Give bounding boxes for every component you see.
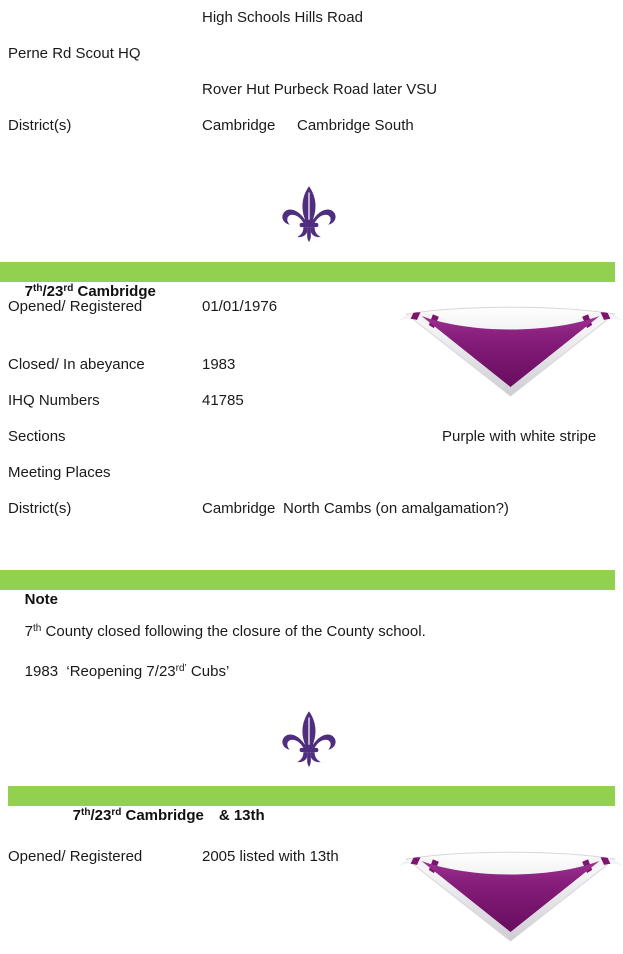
opened-label: Opened/ Registered [8, 848, 143, 865]
ihq-numbers-label: IHQ Numbers [8, 392, 100, 409]
district-value: Cambridge [202, 117, 276, 134]
opened-label: Opened/ Registered [8, 298, 143, 315]
header-text: /23 [42, 283, 64, 300]
district-value: North Cambs (on amalgamation?) [283, 500, 509, 517]
meeting-place-value: Rover Hut Purbeck Road later VSU [202, 81, 438, 98]
districts-label: District(s) [8, 500, 72, 517]
header-text: Cambridge [73, 283, 156, 300]
header-text: 7 [72, 807, 82, 824]
header-text: 7 [24, 283, 34, 300]
header-text: Note [24, 591, 59, 608]
purple-necker-image [398, 845, 623, 945]
header-text: /23 [90, 807, 112, 824]
note-text: County closed following the closure of the County school. [41, 623, 426, 640]
note-superscript: rd’ [175, 663, 187, 674]
districts-label: District(s) [8, 117, 72, 134]
scarf-caption: Purple with white stripe [442, 428, 597, 445]
header-superscript: rd [63, 283, 74, 294]
note-line [8, 642, 229, 702]
note-text: 7 [24, 623, 34, 640]
note-text: 1983 ‘Reopening 7/23 [24, 663, 176, 680]
header-text-suffix: & 13th [218, 807, 265, 824]
header-superscript: th [81, 807, 91, 818]
ihq-numbers-value: 41785 [202, 392, 244, 409]
meeting-place-label: Perne Rd Scout HQ [8, 45, 141, 62]
scout-fleur-de-lis-icon [278, 184, 340, 248]
note-text: Cubs’ [186, 663, 230, 680]
meeting-place-value: High Schools Hills Road [202, 9, 363, 26]
header-superscript: th [33, 283, 43, 294]
meeting-places-label: Meeting Places [8, 464, 111, 481]
note-header [0, 570, 615, 608]
closed-label: Closed/ In abeyance [8, 356, 145, 373]
purple-necker-image [398, 300, 623, 400]
opened-value: 2005 listed with 13th [202, 848, 339, 865]
scout-fleur-de-lis-icon [278, 709, 340, 773]
header-text: Cambridge [121, 807, 204, 824]
opened-value: 01/01/1976 [202, 298, 278, 315]
section-header-7th-23rd-cambridge-and-13th [8, 786, 615, 824]
header-superscript: rd [111, 807, 122, 818]
sections-label: Sections [8, 428, 66, 445]
note-superscript: th [33, 623, 42, 634]
district-value: Cambridge [202, 500, 276, 517]
district-value: Cambridge South [297, 117, 414, 134]
closed-value: 1983 [202, 356, 236, 373]
section-header-7th-23rd-cambridge [0, 262, 615, 300]
